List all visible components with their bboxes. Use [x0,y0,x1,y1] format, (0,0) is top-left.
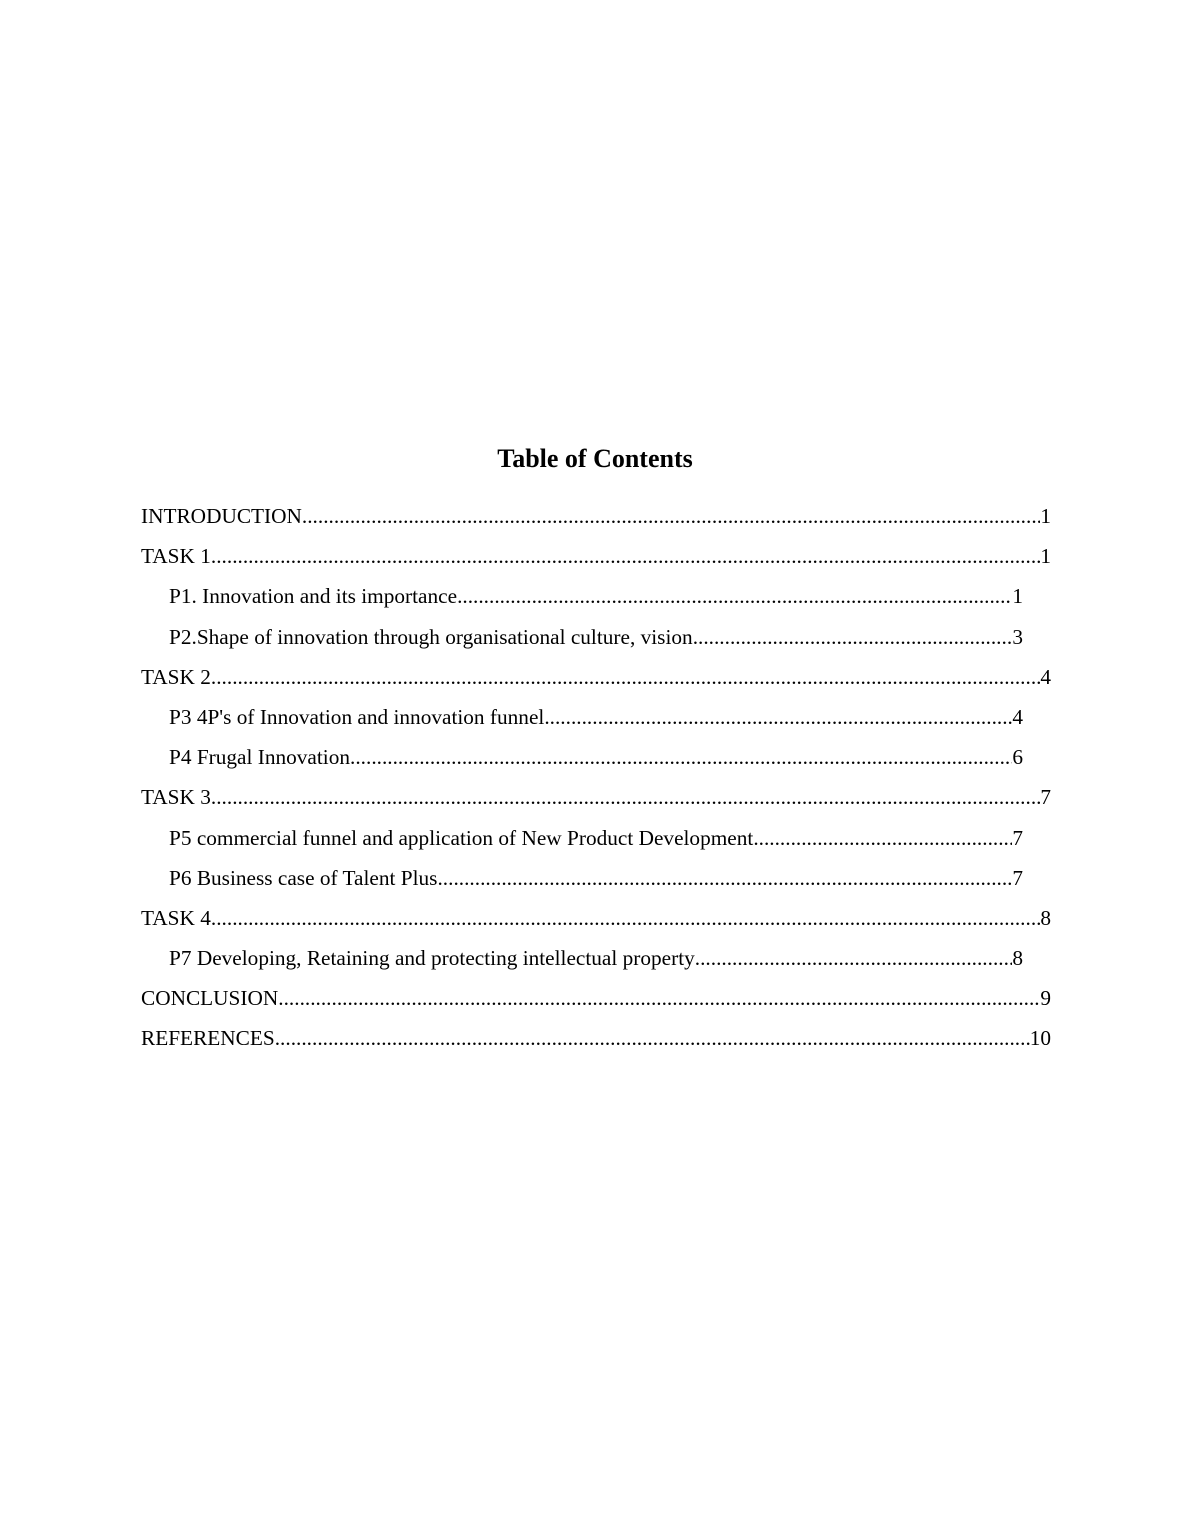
toc-leader-dots [211,902,1040,934]
toc-leader-dots [350,741,1012,773]
toc-entry-p4[interactable] [141,741,1051,781]
toc-entry-page: 1 [1040,544,1051,569]
toc-leader-dots [211,781,1040,813]
toc-entry-page: 9 [1040,986,1051,1011]
toc-entry-label: P4 Frugal Innovation [169,745,351,770]
toc-entry-page: 10 [1029,1026,1051,1051]
toc-entry-label: TASK 4 [141,905,211,930]
toc-entry-p3[interactable] [141,701,1051,741]
toc-leader-dots [753,822,1012,854]
toc-leader-dots [302,500,1040,532]
toc-entry-label: P6 Business case of Talent Plus [169,865,438,890]
toc-entry-page: 3 [1012,624,1023,649]
toc-entry-page: 8 [1012,946,1023,971]
toc-entry-introduction[interactable] [141,500,1051,540]
toc-entry-page: 4 [1012,704,1023,729]
toc-leader-dots [211,540,1040,572]
toc-entry-references[interactable] [141,1022,1051,1062]
toc-entry-task-3[interactable] [141,781,1051,821]
toc-leader-dots [278,982,1040,1014]
toc-leader-dots [211,661,1040,693]
toc-entry-label: TASK 1 [141,544,211,569]
toc-entry-p1[interactable] [141,580,1051,620]
toc-entry-page: 1 [1012,584,1023,609]
toc-entry-label: CONCLUSION [141,986,279,1011]
toc-entry-page: 7 [1040,785,1051,810]
toc-leader-dots [457,580,1012,612]
toc-entry-label: TASK 2 [141,664,211,689]
toc-entry-label: P2.Shape of innovation through organisational culture, vision [169,624,693,649]
toc-title: Table of Contents [497,444,693,473]
toc-entry-page: 8 [1040,905,1051,930]
toc-leader-dots [275,1022,1030,1054]
toc-entry-label: REFERENCES [141,1026,275,1051]
toc-entry-label: P7 Developing, Retaining and protecting intellectual property [169,946,695,971]
toc-entry-p5[interactable] [141,822,1051,862]
toc-list [141,500,1051,1063]
toc-entry-label: TASK 3 [141,785,211,810]
toc-entry-page: 7 [1012,825,1023,850]
toc-entry-p7[interactable] [141,942,1051,982]
toc-entry-task-1[interactable] [141,540,1051,580]
toc-entry-label: P3 4P's of Innovation and innovation funnel [169,704,545,729]
toc-entry-p6[interactable] [141,862,1051,902]
toc-leader-dots [437,862,1012,894]
toc-entry-p2[interactable] [141,621,1051,661]
toc-leader-dots [544,701,1012,733]
toc-entry-page: 7 [1012,865,1023,890]
toc-entry-label: INTRODUCTION [141,504,302,528]
toc-leader-dots [693,621,1013,653]
toc-entry-task-4[interactable] [141,902,1051,942]
toc-entry-page: 6 [1012,745,1023,770]
toc-entry-label: P5 commercial funnel and application of New Product Development [169,825,754,850]
toc-entry-label: P1. Innovation and its importance [169,584,458,609]
toc-entry-page: 4 [1040,664,1051,689]
toc-entry-conclusion[interactable] [141,982,1051,1022]
toc-leader-dots [695,942,1013,974]
toc-entry-task-2[interactable] [141,661,1051,701]
toc-entry-page: 1 [1040,504,1051,528]
